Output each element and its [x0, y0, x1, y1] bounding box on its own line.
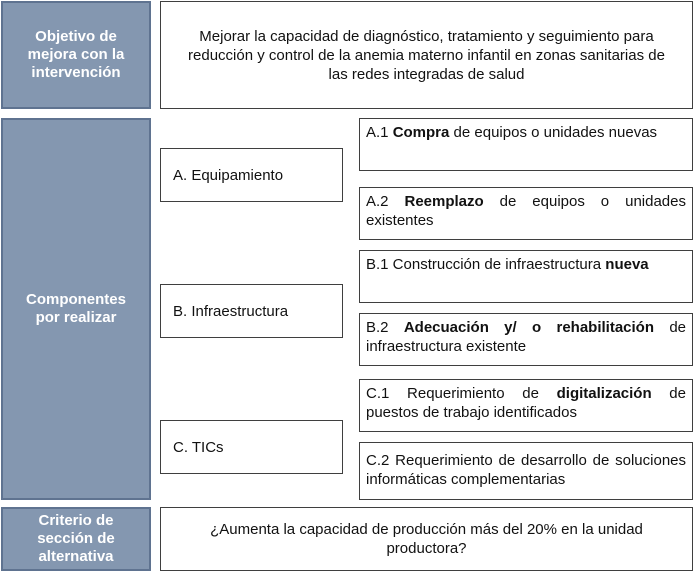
group-equipamiento: [160, 148, 343, 202]
option-b1-prefix: B.1 Construcción de infraestructura: [366, 256, 606, 273]
group-infraestructura: [160, 284, 343, 338]
option-c1-suffix: de puestos de trabajo identificados: [366, 385, 686, 421]
criterion-label-text: Criterio de sección de alternativa: [37, 512, 115, 565]
option-b2: [359, 313, 693, 366]
option-a1: [359, 118, 693, 171]
option-c1: [359, 379, 693, 432]
option-a1-suffix: de equipos o unidades nuevas: [449, 124, 658, 141]
criterion-text-box: [160, 507, 693, 571]
group-equipamiento-label: A. Equipamiento: [173, 166, 284, 184]
option-c2: [359, 442, 693, 500]
option-a1-prefix: A.1: [366, 124, 393, 141]
option-a2: [359, 187, 693, 240]
criterion-label: [1, 507, 151, 571]
objective-label: [1, 1, 151, 109]
group-tics: [160, 420, 343, 474]
option-a2-prefix: A.2: [366, 193, 405, 210]
components-label-text: Componentes por realizar: [25, 291, 126, 326]
group-infraestructura-label: B. Infraestructura: [173, 302, 289, 320]
option-c1-bold: digitalización: [556, 385, 652, 402]
objective-text: Mejorar la capacidad de diagnóstico, tratamiento y seguimiento para reducción y control de la anemia materno infantil en zonas sanitarias de las redes integradas de salud: [188, 27, 665, 83]
option-a2-suffix: de equipos o unidades existentes: [366, 193, 686, 229]
option-c1-prefix: C.1 Requerimiento de: [366, 385, 557, 402]
objective-label-text: Objetivo de mejora con la intervención: [27, 28, 125, 81]
components-label: [1, 118, 151, 500]
criterion-text: ¿Aumenta la capacidad de producción más del 20% en la unidad productora?: [210, 521, 643, 557]
option-a1-bold: Compra: [392, 124, 450, 141]
option-a2-bold: Reemplazo: [404, 193, 484, 210]
option-b1-bold: nueva: [605, 256, 649, 273]
option-b1: [359, 250, 693, 303]
option-c2-prefix: C.2 Requerimiento de desarrollo de soluciones informáticas complementarias: [366, 452, 686, 488]
option-b2-prefix: B.2: [366, 319, 404, 336]
objective-text-box: [160, 1, 693, 109]
option-b2-bold: Adecuación y/ o rehabilitación: [403, 319, 655, 336]
group-tics-label: C. TICs: [173, 438, 224, 456]
option-b2-suffix: de infraestructura existente: [366, 319, 687, 355]
